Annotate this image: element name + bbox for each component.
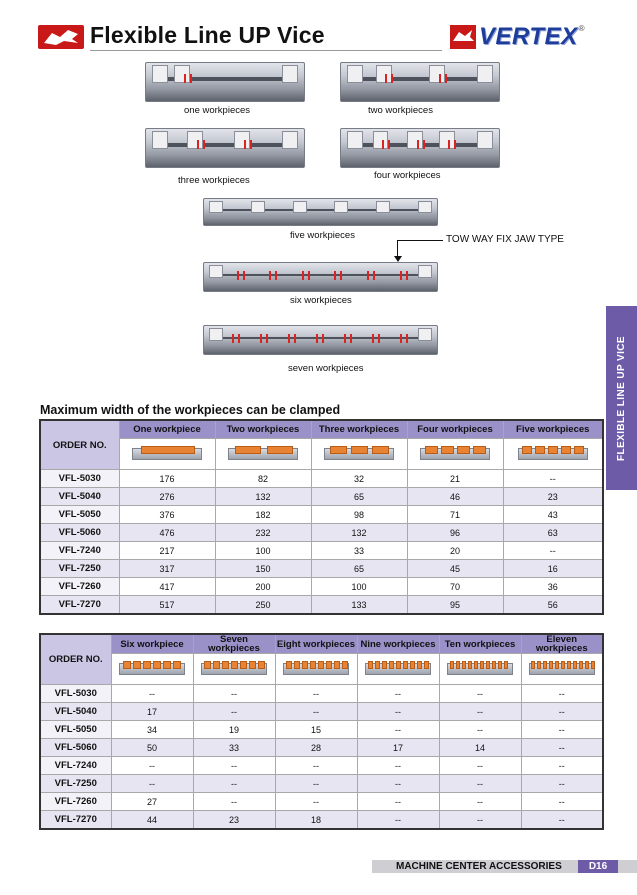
footer-section-label: MACHINE CENTER ACCESSORIES — [396, 861, 562, 872]
order-number: VFL-7240 — [40, 542, 119, 560]
col-header: Nine workpieces — [357, 634, 439, 654]
order-number: VFL-7260 — [40, 578, 119, 596]
caption-four-workpieces: four workpieces — [374, 170, 441, 181]
cell: 476 — [119, 524, 215, 542]
spec-table-2 — [39, 633, 604, 830]
table-row — [40, 739, 603, 757]
cell: -- — [357, 721, 439, 739]
caption-one-workpieces: one workpieces — [184, 105, 251, 116]
table-row — [40, 685, 603, 703]
cell: 65 — [311, 560, 407, 578]
cell: -- — [439, 685, 521, 703]
cell: -- — [111, 775, 193, 793]
cell: -- — [521, 811, 603, 830]
cell: 133 — [311, 596, 407, 615]
table-row — [40, 775, 603, 793]
cell: 20 — [407, 542, 503, 560]
cell: -- — [193, 757, 275, 775]
cell: 21 — [407, 470, 503, 488]
col-header: Ten workpieces — [439, 634, 521, 654]
section-title: Maximum width of the workpieces can be clamped — [40, 403, 341, 417]
caption-five-workpieces: five workpieces — [290, 230, 355, 241]
cell: 17 — [357, 739, 439, 757]
col-header: Five workpieces — [503, 420, 603, 439]
table-row — [40, 470, 603, 488]
brand-mark-icon — [450, 25, 476, 49]
cell: -- — [439, 775, 521, 793]
table-row — [40, 596, 603, 615]
cell: 317 — [119, 560, 215, 578]
cell: -- — [275, 703, 357, 721]
cell: 200 — [215, 578, 311, 596]
vice-image-one-workpiece — [145, 62, 305, 102]
order-number: VFL-7240 — [40, 757, 111, 775]
cell: 15 — [275, 721, 357, 739]
caption-three-workpieces: three workpieces — [178, 175, 250, 186]
table-row — [40, 506, 603, 524]
page-title: Flexible Line UP Vice — [90, 22, 325, 48]
cell: 32 — [311, 470, 407, 488]
cell: -- — [193, 703, 275, 721]
side-tab-label: FLEXIBLE LINE UP VICE — [616, 335, 627, 461]
cell: -- — [193, 775, 275, 793]
cell: -- — [193, 793, 275, 811]
spec-table-1 — [39, 419, 604, 615]
order-no-header: ORDER NO. — [40, 634, 111, 685]
workpiece-diagram — [311, 439, 407, 470]
order-number: VFL-5030 — [40, 470, 119, 488]
callout-fix-jaw-type: TOW WAY FIX JAW TYPE — [446, 234, 564, 245]
cell: -- — [439, 811, 521, 830]
workpiece-diagram — [503, 439, 603, 470]
cell: 33 — [311, 542, 407, 560]
workpiece-diagram — [407, 439, 503, 470]
cell: 63 — [503, 524, 603, 542]
col-header: One workpiece — [119, 420, 215, 439]
order-number: VFL-5030 — [40, 685, 111, 703]
workpiece-diagram — [193, 654, 275, 685]
workpiece-diagram — [439, 654, 521, 685]
cell: -- — [521, 775, 603, 793]
cell: 27 — [111, 793, 193, 811]
col-header: Two workpieces — [215, 420, 311, 439]
vice-image-four-workpieces — [340, 128, 500, 168]
cell: 217 — [119, 542, 215, 560]
cell: -- — [357, 685, 439, 703]
workpiece-diagram — [357, 654, 439, 685]
cell: -- — [193, 685, 275, 703]
company-logo-left — [38, 25, 84, 49]
table-row — [40, 703, 603, 721]
workpiece-diagram — [111, 654, 193, 685]
order-number: VFL-7270 — [40, 596, 119, 615]
caption-six-workpieces: six workpieces — [290, 295, 352, 306]
cell: -- — [275, 757, 357, 775]
cell: 33 — [193, 739, 275, 757]
cell: 100 — [311, 578, 407, 596]
cell: 100 — [215, 542, 311, 560]
table-row — [40, 560, 603, 578]
cell: 132 — [215, 488, 311, 506]
vice-image-six-workpieces — [203, 262, 438, 292]
cell: 23 — [503, 488, 603, 506]
vertex-brand-logo — [450, 24, 585, 50]
cell: 176 — [119, 470, 215, 488]
workpiece-diagram — [119, 439, 215, 470]
cell: -- — [521, 757, 603, 775]
cell: -- — [357, 811, 439, 830]
cell: 17 — [111, 703, 193, 721]
order-number: VFL-5040 — [40, 703, 111, 721]
cell: -- — [439, 757, 521, 775]
title-divider — [90, 50, 442, 51]
cell: 376 — [119, 506, 215, 524]
cell: -- — [357, 703, 439, 721]
order-number: VFL-5040 — [40, 488, 119, 506]
cell: 71 — [407, 506, 503, 524]
table-row — [40, 578, 603, 596]
cell: 36 — [503, 578, 603, 596]
vice-image-five-workpieces — [203, 198, 438, 226]
cell: 417 — [119, 578, 215, 596]
order-number: VFL-5060 — [40, 739, 111, 757]
table-row — [40, 488, 603, 506]
cell: -- — [357, 793, 439, 811]
vice-image-three-workpieces — [145, 128, 305, 168]
workpiece-diagram — [215, 439, 311, 470]
workpiece-diagram — [275, 654, 357, 685]
cell: 44 — [111, 811, 193, 830]
cell: 34 — [111, 721, 193, 739]
order-number: VFL-5050 — [40, 721, 111, 739]
order-number: VFL-7260 — [40, 793, 111, 811]
col-header: Three workpieces — [311, 420, 407, 439]
cell: 65 — [311, 488, 407, 506]
cell: 45 — [407, 560, 503, 578]
cell: 276 — [119, 488, 215, 506]
order-no-header: ORDER NO. — [40, 420, 119, 470]
vice-image-two-workpieces — [340, 62, 500, 102]
order-number: VFL-7250 — [40, 560, 119, 578]
table-row — [40, 757, 603, 775]
cell: 82 — [215, 470, 311, 488]
cell: 150 — [215, 560, 311, 578]
cell: 50 — [111, 739, 193, 757]
cell: -- — [521, 703, 603, 721]
cell: 28 — [275, 739, 357, 757]
cell: -- — [521, 721, 603, 739]
brand-name: VERTEX — [479, 23, 578, 50]
cell: 16 — [503, 560, 603, 578]
cell: -- — [503, 470, 603, 488]
cell: -- — [111, 685, 193, 703]
cell: -- — [275, 793, 357, 811]
order-number: VFL-7270 — [40, 811, 111, 830]
cell: 46 — [407, 488, 503, 506]
col-header: Eight workpieces — [275, 634, 357, 654]
cell: -- — [111, 757, 193, 775]
cell: 19 — [193, 721, 275, 739]
cell: 70 — [407, 578, 503, 596]
caption-seven-workpieces: seven workpieces — [288, 363, 364, 374]
cell: -- — [275, 685, 357, 703]
cell: -- — [439, 703, 521, 721]
cell: 98 — [311, 506, 407, 524]
cell: 18 — [275, 811, 357, 830]
cell: -- — [521, 793, 603, 811]
table-row — [40, 793, 603, 811]
table-row — [40, 524, 603, 542]
cell: 250 — [215, 596, 311, 615]
cell: 43 — [503, 506, 603, 524]
cell: 23 — [193, 811, 275, 830]
cell: -- — [275, 775, 357, 793]
cell: -- — [503, 542, 603, 560]
cell: 232 — [215, 524, 311, 542]
order-number: VFL-5050 — [40, 506, 119, 524]
cell: -- — [357, 775, 439, 793]
callout-leader-line — [397, 240, 443, 241]
order-number: VFL-7250 — [40, 775, 111, 793]
col-header: Four workpieces — [407, 420, 503, 439]
brand-registered-mark: ® — [578, 24, 585, 33]
cell: 95 — [407, 596, 503, 615]
page-number: D16 — [578, 860, 618, 873]
col-header: Eleven workpieces — [521, 634, 603, 654]
cell: 14 — [439, 739, 521, 757]
cell: 56 — [503, 596, 603, 615]
table-row — [40, 721, 603, 739]
cell: -- — [439, 793, 521, 811]
cell: -- — [521, 685, 603, 703]
cell: 96 — [407, 524, 503, 542]
cell: 132 — [311, 524, 407, 542]
col-header: Six workpiece — [111, 634, 193, 654]
cell: -- — [357, 757, 439, 775]
caption-two-workpieces: two workpieces — [368, 105, 433, 116]
table-row — [40, 542, 603, 560]
vice-image-seven-workpieces — [203, 325, 438, 355]
workpiece-diagram — [521, 654, 603, 685]
cell: -- — [521, 739, 603, 757]
col-header: Seven workpieces — [193, 634, 275, 654]
order-number: VFL-5060 — [40, 524, 119, 542]
cell: 517 — [119, 596, 215, 615]
cell: 182 — [215, 506, 311, 524]
cell: -- — [439, 721, 521, 739]
table-row — [40, 811, 603, 830]
